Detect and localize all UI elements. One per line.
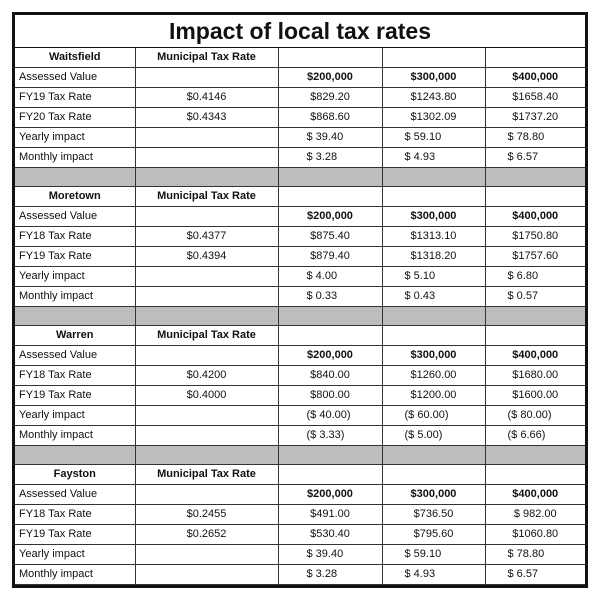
amount-cell: $1680.00 [485,366,585,386]
municipal-tax-rate-header: Municipal Tax Rate [135,187,278,207]
table-row [15,227,585,247]
table-row [15,68,585,88]
tax-rate-cell [135,68,278,88]
empty-header-cell [278,465,382,485]
separator-cell [382,446,485,465]
tax-rate-cell: $0.4377 [135,227,278,247]
empty-header-cell [278,326,382,346]
row-label: Yearly impact [15,267,135,287]
municipal-tax-rate-header: Municipal Tax Rate [135,48,278,68]
empty-header-cell [278,187,382,207]
amount-cell: $800.00 [278,386,382,406]
empty-header-cell [278,48,382,68]
section-separator [15,446,585,465]
row-label: Yearly impact [15,545,135,565]
amount-cell: $491.00 [278,505,382,525]
row-label: Assessed Value [15,68,135,88]
tax-rate-cell [135,485,278,505]
amount-cell: ($ 80.00) [485,406,585,426]
separator-cell [15,307,135,326]
separator-cell [485,307,585,326]
section-header-row [15,465,585,485]
amount-cell: $1757.60 [485,247,585,267]
tax-rate-cell [135,287,278,307]
amount-cell: $1600.00 [485,386,585,406]
row-label: FY19 Tax Rate [15,247,135,267]
table-row [15,386,585,406]
row-label: Yearly impact [15,406,135,426]
tax-rate-cell: $0.4000 [135,386,278,406]
section-header-row [15,187,585,207]
amount-cell: $1260.00 [382,366,485,386]
table-row [15,485,585,505]
assessed-value-cell: $300,000 [382,485,485,505]
assessed-value-cell: $300,000 [382,346,485,366]
assessed-value-cell: $400,000 [485,68,585,88]
assessed-value-cell: $400,000 [485,346,585,366]
town-name: Warren [15,326,135,346]
tax-impact-table-frame [12,12,588,588]
row-label: Yearly impact [15,128,135,148]
table-row [15,505,585,525]
amount-cell: $1658.40 [485,88,585,108]
amount-cell: ($ 60.00) [382,406,485,426]
separator-cell [278,446,382,465]
separator-cell [485,168,585,187]
amount-cell: $875.40 [278,227,382,247]
row-label: Monthly impact [15,287,135,307]
row-label: FY20 Tax Rate [15,108,135,128]
assessed-value-cell: $300,000 [382,207,485,227]
tax-rate-cell: $0.4200 [135,366,278,386]
row-label: Monthly impact [15,148,135,168]
empty-header-cell [382,48,485,68]
amount-cell: $ 59.10 [382,545,485,565]
assessed-value-cell: $400,000 [485,207,585,227]
empty-header-cell [382,465,485,485]
assessed-value-cell: $300,000 [382,68,485,88]
tax-rate-cell: $0.2455 [135,505,278,525]
table-row [15,108,585,128]
separator-cell [135,307,278,326]
tax-impact-table [15,48,585,585]
amount-cell: $1313.10 [382,227,485,247]
separator-cell [382,307,485,326]
section-separator [15,168,585,187]
row-label: FY19 Tax Rate [15,525,135,545]
amount-cell: $ 78.80 [485,545,585,565]
row-label: FY19 Tax Rate [15,386,135,406]
table-row [15,366,585,386]
separator-cell [15,446,135,465]
table-row [15,525,585,545]
amount-cell: ($ 40.00) [278,406,382,426]
tax-rate-cell [135,207,278,227]
municipal-tax-rate-header: Municipal Tax Rate [135,326,278,346]
amount-cell: $1060.80 [485,525,585,545]
amount-cell: $ 0.33 [278,287,382,307]
table-row [15,565,585,585]
municipal-tax-rate-header: Municipal Tax Rate [135,465,278,485]
assessed-value-cell: $400,000 [485,485,585,505]
amount-cell: $795.60 [382,525,485,545]
table-row [15,287,585,307]
amount-cell: $1200.00 [382,386,485,406]
table-row [15,88,585,108]
amount-cell: $1750.80 [485,227,585,247]
section-header-row [15,326,585,346]
separator-cell [278,168,382,187]
amount-cell: $1243.80 [382,88,485,108]
empty-header-cell [485,465,585,485]
empty-header-cell [485,48,585,68]
amount-cell: $ 6.80 [485,267,585,287]
town-name: Fayston [15,465,135,485]
separator-cell [15,168,135,187]
tax-rate-cell [135,565,278,585]
amount-cell: $ 982.00 [485,505,585,525]
amount-cell: ($ 3.33) [278,426,382,446]
amount-cell: $868.60 [278,108,382,128]
table-row [15,247,585,267]
row-label: Assessed Value [15,207,135,227]
assessed-value-cell: $200,000 [278,346,382,366]
tax-rate-cell: $0.4146 [135,88,278,108]
separator-cell [135,168,278,187]
page-title: Impact of local tax rates [15,15,585,48]
assessed-value-cell: $200,000 [278,207,382,227]
amount-cell: $ 4.93 [382,148,485,168]
amount-cell: $1737.20 [485,108,585,128]
assessed-value-cell: $200,000 [278,485,382,505]
amount-cell: $829.20 [278,88,382,108]
row-label: FY18 Tax Rate [15,366,135,386]
amount-cell: ($ 6.66) [485,426,585,446]
amount-cell: $736.50 [382,505,485,525]
separator-cell [135,446,278,465]
table-row [15,426,585,446]
amount-cell: $ 39.40 [278,128,382,148]
amount-cell: $ 0.43 [382,287,485,307]
row-label: Assessed Value [15,485,135,505]
amount-cell: $ 0.57 [485,287,585,307]
tax-rate-cell [135,128,278,148]
amount-cell: $ 4.93 [382,565,485,585]
empty-header-cell [485,187,585,207]
amount-cell: $879.40 [278,247,382,267]
tax-rate-cell: $0.4343 [135,108,278,128]
separator-cell [382,168,485,187]
tax-rate-cell [135,267,278,287]
row-label: Assessed Value [15,346,135,366]
table-row [15,148,585,168]
tax-rate-cell [135,346,278,366]
section-separator [15,307,585,326]
amount-cell: $1318.20 [382,247,485,267]
amount-cell: $840.00 [278,366,382,386]
amount-cell: $ 3.28 [278,148,382,168]
row-label: FY19 Tax Rate [15,88,135,108]
tax-rate-cell: $0.4394 [135,247,278,267]
amount-cell: $1302.09 [382,108,485,128]
table-row [15,406,585,426]
tax-rate-cell [135,406,278,426]
town-name: Moretown [15,187,135,207]
table-row [15,207,585,227]
table-row [15,545,585,565]
empty-header-cell [382,187,485,207]
section-header-row [15,48,585,68]
amount-cell: $ 5.10 [382,267,485,287]
tax-rate-cell [135,148,278,168]
amount-cell: $ 78.80 [485,128,585,148]
empty-header-cell [485,326,585,346]
empty-header-cell [382,326,485,346]
table-row [15,267,585,287]
amount-cell: $530.40 [278,525,382,545]
amount-cell: $ 4.00 [278,267,382,287]
row-label: Monthly impact [15,426,135,446]
tax-rate-cell [135,545,278,565]
amount-cell: $ 6.57 [485,148,585,168]
tax-rate-cell [135,426,278,446]
separator-cell [485,446,585,465]
table-row [15,346,585,366]
separator-cell [278,307,382,326]
assessed-value-cell: $200,000 [278,68,382,88]
amount-cell: $ 3.28 [278,565,382,585]
amount-cell: $ 39.40 [278,545,382,565]
town-name: Waitsfield [15,48,135,68]
tax-rate-cell: $0.2652 [135,525,278,545]
row-label: Monthly impact [15,565,135,585]
row-label: FY18 Tax Rate [15,505,135,525]
amount-cell: $ 6.57 [485,565,585,585]
table-row [15,128,585,148]
amount-cell: ($ 5.00) [382,426,485,446]
amount-cell: $ 59.10 [382,128,485,148]
row-label: FY18 Tax Rate [15,227,135,247]
